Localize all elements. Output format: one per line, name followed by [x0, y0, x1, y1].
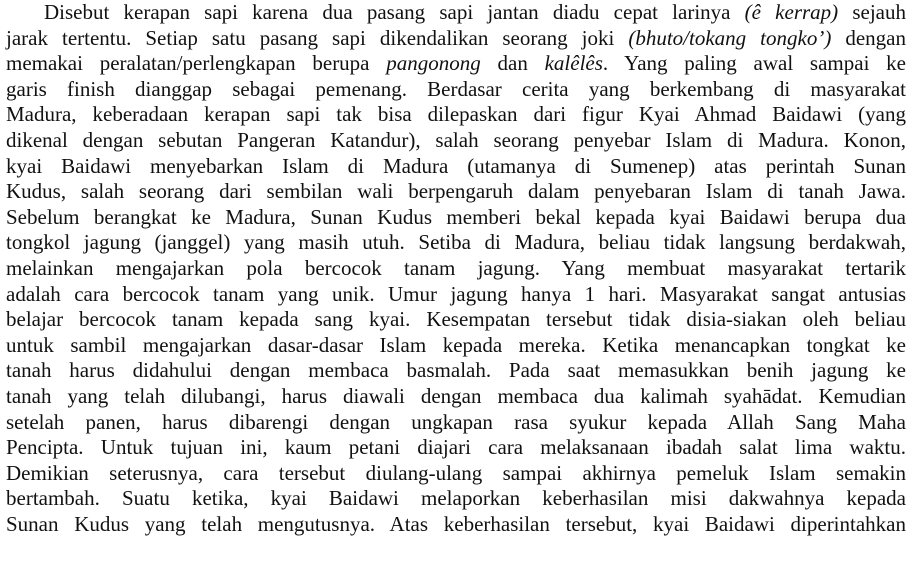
text-line	[6, 77, 906, 103]
text-line	[6, 230, 906, 256]
text-segment: untuk sambil mengajarkan dasar-dasar Islam kepada mereka. Ketika menancapkan tongkat ke	[6, 332, 906, 357]
italic-term: (bhuto/tokang tongko’)	[628, 25, 832, 50]
text-segment: memakai peralatan/perlengkapan berupa	[6, 51, 387, 76]
text-line	[6, 128, 906, 154]
text-segment: dikenal dengan sebutan Pangeran Katandur), salah seorang penyebar Islam di Madura. Konon,	[6, 127, 906, 152]
text-segment: sejauh	[838, 0, 906, 24]
text-line	[6, 179, 906, 205]
text-segment: bertambah. Suatu ketika, kyai Baidawi melaporkan keberhasilan misi dakwahnya kepada	[6, 486, 906, 511]
text-line	[6, 435, 906, 461]
text-line	[6, 154, 906, 180]
text-segment: Madura, keberadaan kerapan sapi tak bisa dilepaskan dari figur Kyai Ahmad Baidawi (yang	[6, 102, 906, 127]
text-line	[6, 26, 906, 52]
text-segment: tanah yang telah dilubangi, harus diawali dengan membaca dua kalimah syahādat. Kemudian	[6, 383, 906, 408]
text-line	[6, 102, 906, 128]
italic-term: pangonong	[386, 51, 481, 76]
text-line	[6, 486, 906, 512]
text-segment: jarak tertentu. Setiap satu pasang sapi dikendalikan seorang joki	[6, 25, 629, 50]
text-line	[6, 282, 906, 308]
text-line	[6, 333, 906, 359]
text-segment: dengan	[831, 25, 906, 50]
text-segment: Pencipta. Untuk tujuan ini, kaum petani diajari cara melaksanaan ibadah salat lima waktu.	[6, 435, 906, 460]
text-segment: Kudus, salah seorang dari sembilan wali berpengaruh dalam penyebaran Islam di tanah Jawa.	[6, 179, 906, 204]
text-line	[6, 0, 906, 26]
text-segment: Disebut kerapan sapi karena dua pasang sapi jantan diadu cepat larinya	[44, 0, 745, 24]
italic-term: (ê kerrap)	[744, 0, 839, 24]
text-line	[6, 461, 906, 487]
italic-term: kalêlês	[544, 51, 603, 76]
text-segment: garis finish dianggap sebagai pemenang. Berdasar cerita yang berkembang di masyarakat	[6, 76, 906, 101]
text-line	[6, 205, 906, 231]
text-segment: dan	[480, 51, 545, 76]
text-segment: belajar bercocok tanam kepada sang kyai. Kesempatan tersebut tidak disia-siakan oleh beliau	[6, 307, 906, 332]
text-segment: Sebelum berangkat ke Madura, Sunan Kudus memberi bekal kepada kyai Baidawi berupa dua	[6, 204, 906, 229]
text-line	[6, 384, 906, 410]
text-line	[6, 410, 906, 436]
text-segment: tongkol jagung (janggel) yang masih utuh. Setiba di Madura, beliau tidak langsung berdakwah,	[6, 230, 906, 255]
text-line	[6, 256, 906, 282]
text-segment: adalah cara bercocok tanam yang unik. Umur jagung hanya 1 hari. Masyarakat sangat antusias	[6, 281, 906, 306]
text-segment: kyai Baidawi menyebarkan Islam di Madura (utamanya di Sumenep) atas perintah Sunan	[6, 153, 906, 178]
text-line	[6, 358, 906, 384]
text-segment: tanah harus didahului dengan membaca basmalah. Pada saat memasukkan benih jagung ke	[6, 358, 906, 383]
text-line	[6, 512, 906, 538]
text-line	[6, 51, 906, 77]
text-segment: Demikian seterusnya, cara tersebut diulang-ulang sampai akhirnya pemeluk Islam semakin	[6, 460, 906, 485]
text-line	[6, 307, 906, 333]
text-segment: . Yang paling awal sampai ke	[602, 51, 906, 76]
text-segment: Sunan Kudus yang telah mengutusnya. Atas keberhasilan tersebut, kyai Baidawi diperintahkan	[6, 511, 906, 536]
text-segment: melainkan mengajarkan pola bercocok tanam jagung. Yang membuat masyarakat tertarik	[6, 255, 906, 280]
body-paragraph	[6, 0, 906, 537]
text-segment: setelah panen, harus dibarengi dengan ungkapan rasa syukur kepada Allah Sang Maha	[6, 409, 906, 434]
